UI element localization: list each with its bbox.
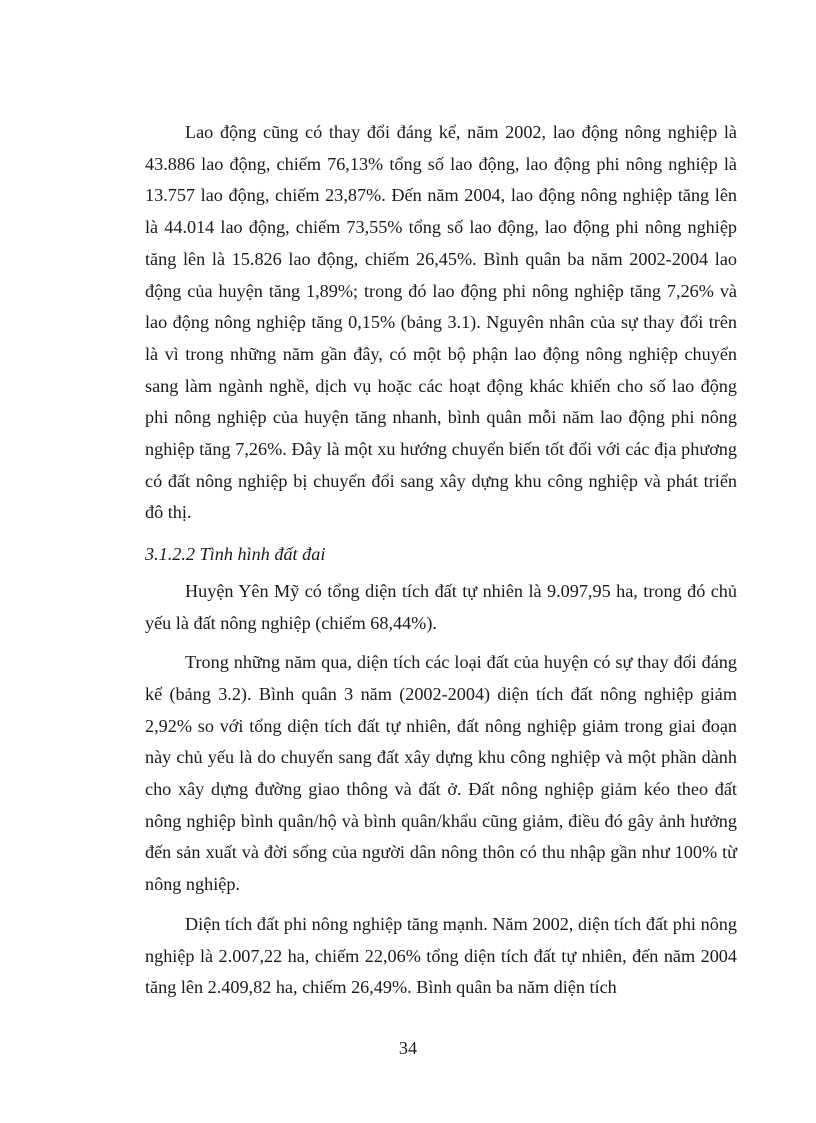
paragraph-non-agricultural-land: Diện tích đất phi nông nghiệp tăng mạnh. Năm 2002, diện tích đất phi nông nghiệp là 2.007,22 ha, chiếm 22,06% tổng diện tích đất tự nhiên, đến năm 2004 tăng lên 2.409,82 ha, chiếm 26,49%. Bình quân ba năm diện tích [145,913,737,998]
paragraph-labor-change: Lao động cũng có thay đổi đáng kể, năm 2002, lao động nông nghiệp là 43.886 lao động, chiếm 76,13% tổng số lao động, lao động phi nông nghiệp là 13.757 lao động, chiếm 23,87%. Đến năm 2004, lao động nông nghiệp tăng lên là 44.014 lao động, chiếm 73,55% tổng số lao động, lao động phi nông nghiệp tăng lên là 15.826 lao động, chiếm 26,45%. Bình quân ba năm 2002-2004 lao động của huyện tăng 1,89%; trong đó lao động phi nông nghiệp tăng 7,26% và lao động nông nghiệp tăng 0,15% (bảng 3.1). Nguyên nhân của sự thay đổi trên là vì trong những năm gần đây, có một bộ phận lao động nông nghiệp chuyển sang làm ngành nghề, dịch vụ hoặc các hoạt động khác khiến cho số lao động phi nông nghiệp của huyện tăng nhanh, bình quân mỗi năm lao động phi nông nghiệp tăng 7,26%. Đây là một xu hướng chuyển biến tốt đối với các địa phương có đất nông nghiệp bị chuyển đổi sang xây dựng khu công nghiệp và phát triển đô thị. [145,122,737,523]
section-heading-land: 3.1.2.2 Tình hình đất đai [145,544,326,565]
document-body [145,117,737,1004]
paragraph-total-land-area: Huyện Yên Mỹ có tổng diện tích đất tự nhiên là 9.097,95 ha, trong đó chủ yếu là đất nông nghiệp (chiếm 68,44%). [145,580,737,633]
page-number: 34 [398,1038,418,1058]
paragraph-land-change: Trong những năm qua, diện tích các loại đất của huyện có sự thay đổi đáng kể (bảng 3.2). Bình quân 3 năm (2002-2004) diện tích đất nông nghiệp giảm 2,92% so với tổng diện tích đất tự nhiên, đất nông nghiệp giảm trong giai đoạn này chủ yếu là do chuyển sang đất xây dựng khu công nghiệp và một phần dành cho xây dựng đường giao thông và đất ở. Đất nông nghiệp giảm kéo theo đất nông nghiệp bình quân/hộ và bình quân/khẩu cũng giảm, điều đó gây ảnh hưởng đến sản xuất và đời sống của người dân nông thôn có thu nhập gần như 100% từ nông nghiệp. [145,652,737,895]
